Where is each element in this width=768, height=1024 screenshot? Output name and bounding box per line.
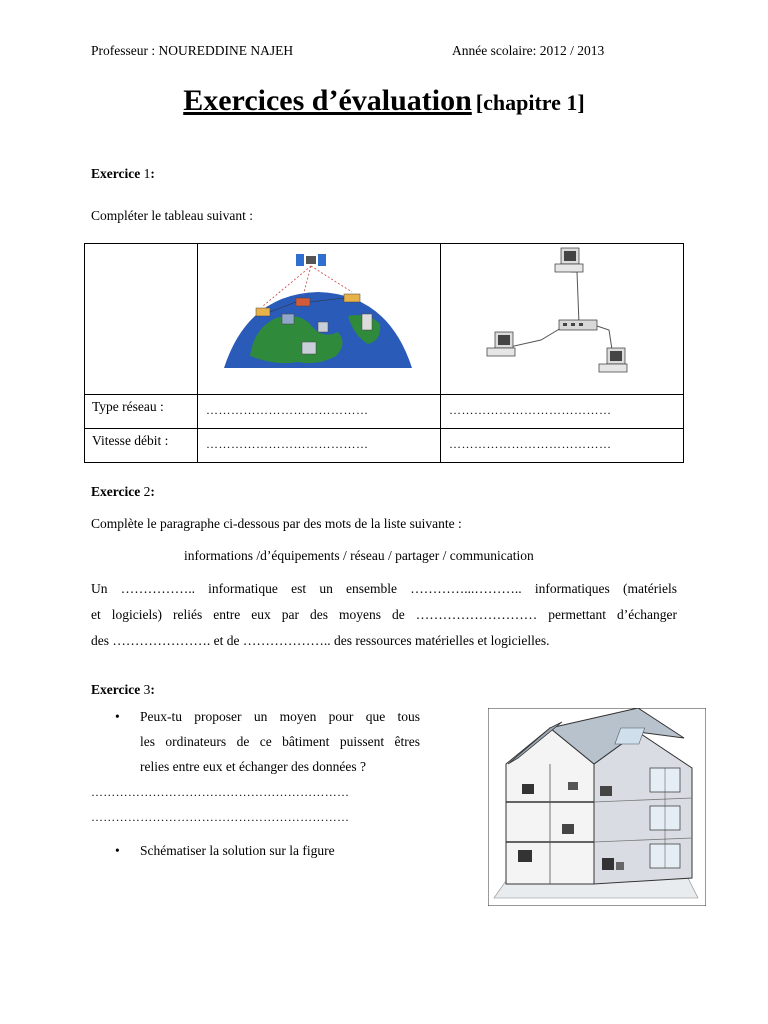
exercise-3-question: [140, 704, 420, 779]
exercise-2-heading: [91, 484, 155, 500]
question-bullet-icon: •: [115, 709, 120, 724]
speed-label: Vitesse débit :: [85, 429, 198, 463]
question-line-2: les ordinateurs de ce bâtiment puissent êtres: [140, 734, 420, 749]
professor-name: Professeur : NOUREDDINE NAJEH: [91, 43, 294, 58]
paragraph-line-3: des …………………. et de ……………….. des ressources matérielles et logicielles.: [91, 633, 550, 648]
type-network-label: Type réseau :: [85, 395, 198, 429]
satellite-network-image: [198, 244, 440, 390]
answer-line-1[interactable]: ………………………………………………………: [91, 785, 350, 799]
speed-answer-lan[interactable]: …………………………………: [441, 429, 684, 463]
title-chapter: [chapitre 1]: [475, 90, 585, 115]
lan-image-cell: [441, 244, 684, 395]
building-figure[interactable]: [488, 708, 706, 906]
exercise-3-word: Exercice: [91, 682, 141, 697]
type-network-answer-wan[interactable]: …………………………………: [198, 395, 441, 429]
answer-line-2[interactable]: ………………………………………………………: [91, 810, 350, 824]
exercise-1-number: 1: [143, 166, 151, 181]
word-list: informations /d’équipements / réseau / partager / communication: [184, 548, 534, 563]
question-line-3: relies entre eux et échanger des données ?: [140, 759, 367, 774]
schematize-instruction: Schématiser la solution sur la figure: [140, 843, 335, 858]
question-line-1: Peux-tu proposer un moyen pour que tous: [140, 709, 420, 724]
exercise-2-number: 2: [143, 484, 151, 499]
lan-network-image: [441, 244, 683, 390]
exercise-3-heading: [91, 682, 155, 698]
exercise-1-instruction: Compléter le tableau suivant :: [91, 208, 253, 223]
exercise-3-colon: :: [150, 682, 155, 697]
wan-image-cell: [198, 244, 441, 395]
exercise-3-number: 3: [143, 682, 151, 697]
exercise-1-colon: :: [150, 166, 155, 181]
exercise-1-heading: [91, 166, 155, 182]
paragraph-line-2: et logiciels) reliés entre eux par des moyens de ……………………… permettant d’échanger: [91, 607, 677, 622]
speed-answer-wan[interactable]: …………………………………: [198, 429, 441, 463]
exercise-2-instruction: Complète le paragraphe ci-dessous par des mots de la liste suivante :: [91, 516, 462, 531]
fill-in-paragraph: [91, 576, 677, 654]
title-main: Exercices d’évaluation: [183, 84, 472, 117]
exercise-2-colon: :: [150, 484, 155, 499]
exercise-1-word: Exercice: [91, 166, 141, 181]
network-table: [84, 243, 684, 463]
exercise-2-word: Exercice: [91, 484, 141, 499]
task-bullet-icon: •: [115, 843, 120, 858]
school-year: Année scolaire: 2012 / 2013: [452, 43, 605, 58]
type-network-answer-lan[interactable]: …………………………………: [441, 395, 684, 429]
page-title: [0, 84, 768, 118]
paragraph-line-1: Un …………….. informatique est un ensemble …………...……….. informatiques (matériels: [91, 581, 677, 596]
table-corner-cell: [85, 244, 198, 395]
